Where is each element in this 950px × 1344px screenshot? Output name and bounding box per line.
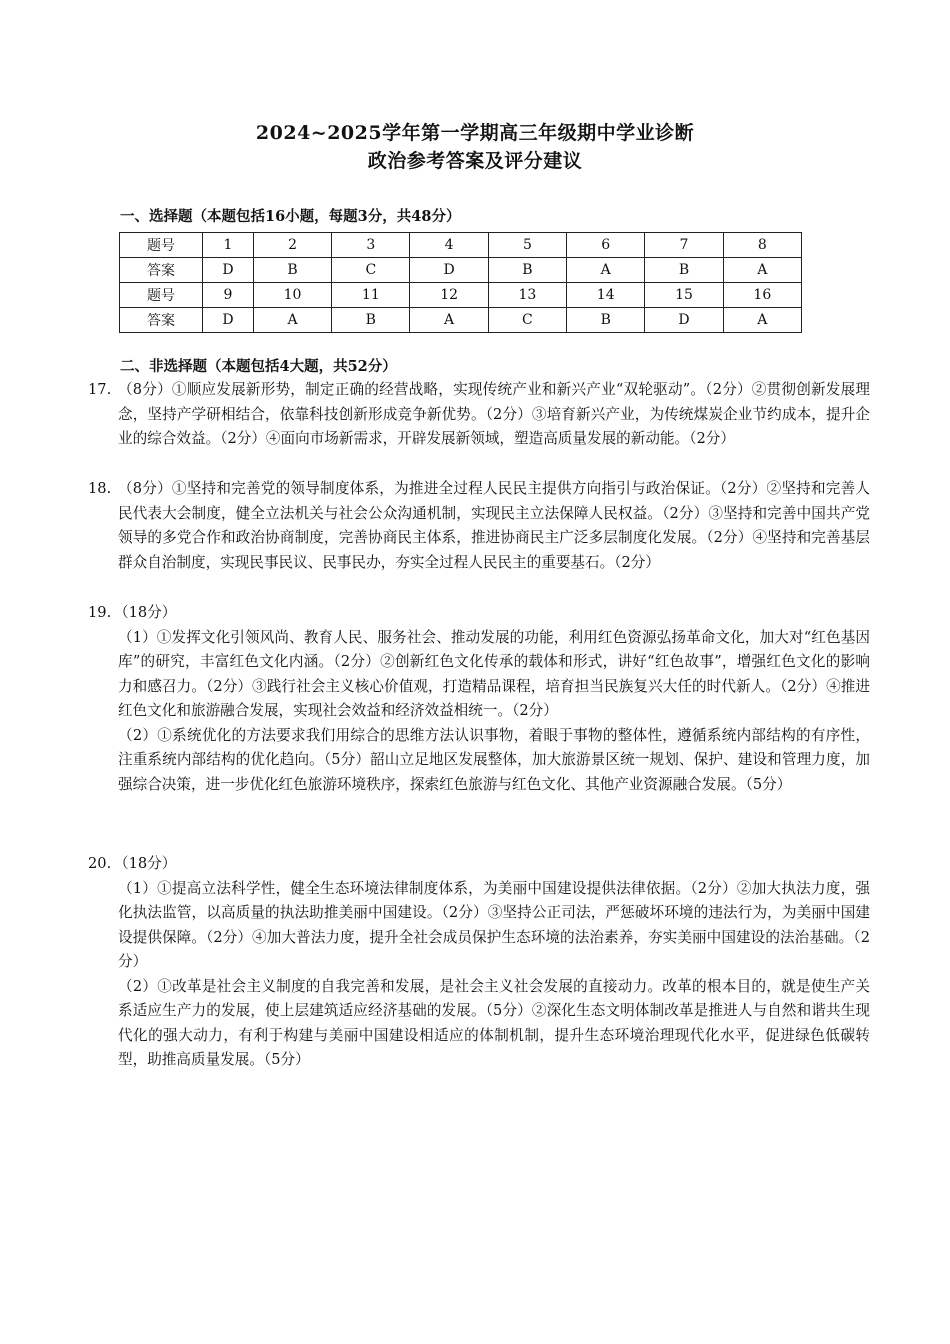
answer-cell: A xyxy=(410,308,488,333)
question-number: 8 xyxy=(723,233,801,258)
answer-cell: D xyxy=(645,308,723,333)
answer-cell: B xyxy=(253,258,331,283)
answer-cell: D xyxy=(203,258,254,283)
question-number: 3 xyxy=(332,233,410,258)
question-number: 12 xyxy=(410,283,488,308)
answer-cell: D xyxy=(203,308,254,333)
answer-cell: D xyxy=(410,258,488,283)
question-number: 7 xyxy=(645,233,723,258)
row-label: 题号 xyxy=(120,283,203,308)
question-number: 13 xyxy=(488,283,566,308)
question-number: 15 xyxy=(645,283,723,308)
question-score: （18分） xyxy=(114,855,177,872)
answer-cell: A xyxy=(723,308,801,333)
answer-part-1: （1）①发挥文化引领风尚、教育人民、服务社会、推动发展的功能，利用红色资源弘扬革命文化，加大对“红色基因库”的研究，丰富红色文化内涵。（2分）②创新红色文化传承的载体和形式，讲好“红色故事”，增强红色文化的影响力和感召力。（2分）③践行社会主义核心价值观，打造精品课程，培育担当民族复兴大任的时代新人。（2分）④推进红色文化和旅游融合发展，实现社会效益和经济效益相统一。（2分） xyxy=(118,628,870,719)
answer-cell: B xyxy=(488,258,566,283)
question-number: 4 xyxy=(410,233,488,258)
answer-text: （8分）①顺应发展新形势，制定正确的经营战略，实现传统产业和新兴产业“双轮驱动”。（2分）②贯彻创新发展理念，坚持产学研相结合，依靠科技创新形成竞争新优势。（2分）③培育新兴产业，为传统煤炭企业节约成本，提升企业的综合效益。（2分）④面向市场新需求，开辟发展新领域，塑造高质量发展的新动能。（2分） xyxy=(118,381,870,447)
question-number: 10 xyxy=(253,283,331,308)
answer-text: （8分）①坚持和完善党的领导制度体系，为推进全过程人民民主提供方向指引与政治保证。（2分）②坚持和完善人民代表大会制度，健全立法机关与社会公众沟通机制，实现民主立法保障人民权益。（2分）③坚持和完善中国共产党领导的多党合作和政治协商制度，完善协商民主体系，推进协商民主广泛多层制度化发展。（2分）④坚持和完善基层群众自治制度，实现民事民议、民事民办，夯实全过程人民民主的重要基石。（2分） xyxy=(118,480,870,571)
answer-cell: B xyxy=(332,308,410,333)
question-number-label: 20. xyxy=(88,855,112,872)
answer-cell: C xyxy=(488,308,566,333)
question-number: 6 xyxy=(567,233,645,258)
table-row xyxy=(120,233,802,258)
answer-cell: B xyxy=(645,258,723,283)
question-number-label: 17. xyxy=(88,381,112,398)
answer-cell: A xyxy=(253,308,331,333)
table-row xyxy=(120,283,802,308)
document-title: 2024~2025学年第一学期高三年级期中学业诊断 xyxy=(255,122,695,144)
answer-body xyxy=(114,601,870,797)
question-number: 9 xyxy=(203,283,254,308)
question-number: 5 xyxy=(488,233,566,258)
answer-cell: A xyxy=(567,258,645,283)
row-label: 答案 xyxy=(120,308,203,333)
question-number: 11 xyxy=(332,283,410,308)
question-score: （18分） xyxy=(114,604,177,621)
question-number-label: 18. xyxy=(88,480,112,497)
answer-part-2: （2）①改革是社会主义制度的自我完善和发展，是社会主义社会发展的直接动力。改革的根本目的，就是使生产关系适应生产力的发展，使上层建筑适应经济基础的发展。（5分）②深化生态文明体制改革是推进人与自然和谐共生现代化的强大动力，有利于构建与美丽中国建设相适应的体制机制，提升生态环境治理现代化水平，促进绿色低碳转型，助推高质量发展。（5分） xyxy=(118,977,870,1068)
question-number: 1 xyxy=(203,233,254,258)
question-number: 16 xyxy=(723,283,801,308)
document-subtitle: 政治参考答案及评分建议 xyxy=(367,150,583,172)
section-2-heading: 二、非选择题（本题包括4大题，共52分） xyxy=(120,358,397,375)
answer-cell: A xyxy=(723,258,801,283)
answer-cell: C xyxy=(332,258,410,283)
question-number-label: 19. xyxy=(88,604,112,621)
answer-cell: B xyxy=(567,308,645,333)
question-number: 14 xyxy=(567,283,645,308)
row-label: 题号 xyxy=(120,233,203,258)
row-label: 答案 xyxy=(120,258,203,283)
question-number: 2 xyxy=(253,233,331,258)
answer-table xyxy=(119,232,802,333)
answer-part-1: （1）①提高立法科学性，健全生态环境法律制度体系，为美丽中国建设提供法律依据。（2分）②加大执法力度，强化执法监管，以高质量的执法助推美丽中国建设。（2分）③坚持公正司法，严惩破坏环境的违法行为，为美丽中国建设提供保障。（2分）④加大普法力度，提升全社会成员保护生态环境的法治素养，夯实美丽中国建设的法治基础。（2分） xyxy=(118,879,870,970)
answer-body xyxy=(114,852,870,1073)
table-row xyxy=(120,308,802,333)
table-row xyxy=(120,258,802,283)
answer-part-2: （2）①系统优化的方法要求我们用综合的思维方法认识事物，着眼于事物的整体性，遵循系统内部结构的有序性，注重系统内部结构的优化趋向。（5分）韶山立足地区发展整体，加大旅游景区统一规划、保护、建设和管理力度，加强综合决策，进一步优化红色旅游环境秩序，探索红色旅游与红色文化、其他产业资源融合发展。（5分） xyxy=(118,726,870,793)
section-1-heading: 一、选择题（本题包括16小题，每题3分，共48分） xyxy=(120,208,461,225)
